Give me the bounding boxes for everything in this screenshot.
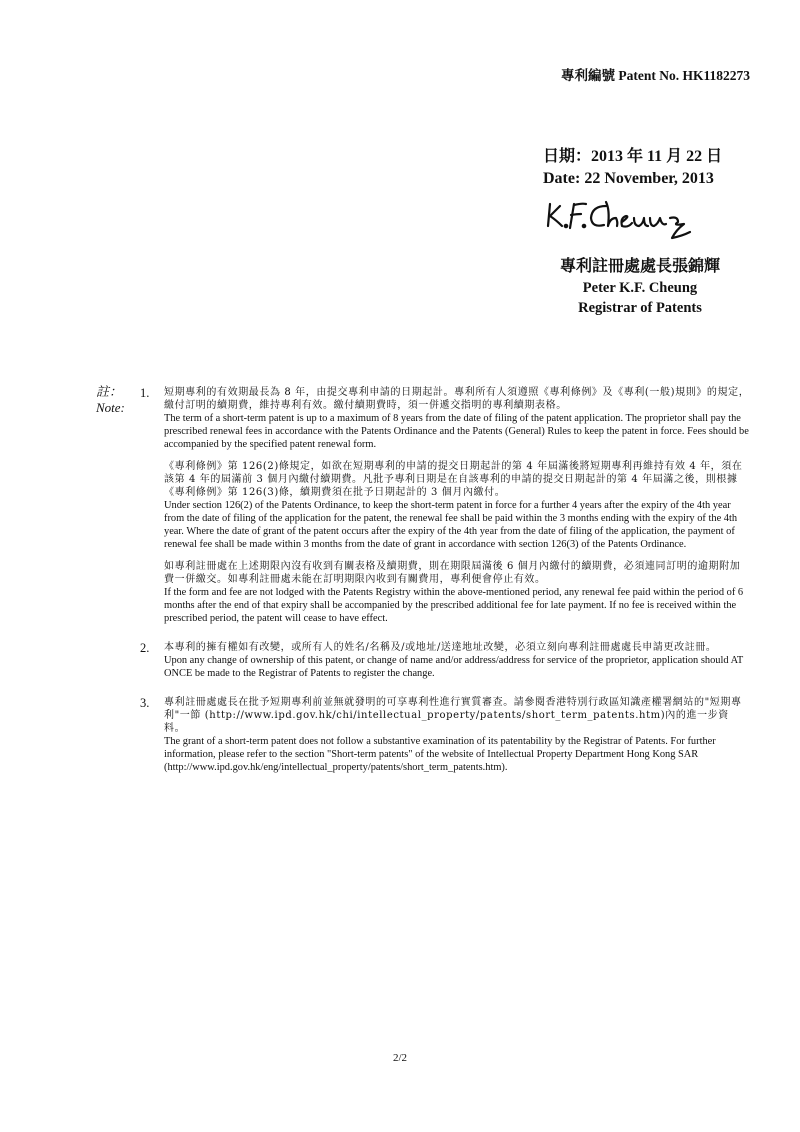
note-paragraph: The grant of a short-term patent does not follow a substantive examination of its patentability by the Registrar of Patents. For further information, please refer to the section "Short-term patents" of the website of Intellectual Property Department Hong Kong SAR (http://www.ipd.gov.hk/eng/intellectual_property/patents/short_term_patents.htm).	[164, 736, 716, 773]
registrar-name: Peter K.F. Cheung	[582, 280, 698, 296]
note-paragraph: Upon any change of ownership of this patent, or change of name and/or address/address for service of the proprietor, application should AT ONCE be made to the Registrar of Patents to register the change.	[164, 655, 744, 679]
registrar-block	[540, 256, 740, 318]
note-item-1	[138, 386, 750, 625]
note-item-3	[138, 696, 750, 774]
page-number: 2/2	[392, 1052, 408, 1064]
patent-number: 專利編號 Patent No. HK1182273	[561, 68, 750, 83]
note-number: 3.	[140, 696, 150, 710]
note-paragraph: If the form and fee are not lodged with the Patents Registry within the above-mentioned period, any renewal fee paid within the period of 6 months after the end of that expiry shall be accompanied by the prescribed additional fee for late payment. If no fee is received within the prescribed period, the patent will cease to have effect.	[164, 587, 744, 624]
registrar-chinese-title: 專利註冊處處長張錦輝	[559, 258, 720, 275]
notes-list	[138, 386, 750, 790]
registrar-signature	[544, 196, 694, 242]
note-label-chinese: 註：	[96, 384, 123, 399]
note-paragraph: 短期專利的有效期最長為 8 年，由提交專利申請的日期起計。專利所有人須遵照《專利條例》及《專利(一般)規則》的規定，繳付訂明的續期費，維持專利有效。繳付續期費時，須一併遞交指明的專利續期表格。	[164, 387, 750, 411]
note-label-english: Note:	[96, 400, 125, 415]
note-paragraph: 專利註冊處處長在批予短期專利前並無就發明的可享專利性進行實質審查。請參閱香港特別行政區知識產權署網站的"短期專利"一節 (http://www.ipd.gov.hk/chi/intellectual_property/patents/short_term_patents.htm)內的進一步資料。	[164, 697, 742, 734]
note-label	[96, 384, 125, 416]
note-paragraph: 如專利註冊處在上述期限內沒有收到有關表格及續期費，則在期限屆滿後 6 個月內繳付的續期費，必須連同訂明的逾期附加費一併繳交。如專利註冊處未能在訂明期限內收到有關費用，專利便會停止有效。	[164, 561, 741, 585]
date-english: Date: 22 November, 2013	[543, 170, 714, 187]
note-item-2	[138, 641, 750, 680]
date-chinese: 日期：2013 年 11 月 22 日	[543, 148, 723, 165]
note-number: 2.	[140, 641, 150, 655]
note-paragraph: Under section 126(2) of the Patents Ordinance, to keep the short-term patent in force for a further 4 years after the expiry of the 4th year from the date of filing of the application for the patent, the renewal fee shall be paid within the 3 months ending with the expiry of the 4th year. Where the date of grant of the patent occurs after the expiry of the 4th year from the date of filing of the application, the payment of renewal fee shall be made within 3 months from the date of grant in accordance with section 126(3) of the Patents Ordinance.	[164, 500, 738, 550]
note-paragraph: 本專利的擁有權如有改變，或所有人的姓名/名稱及/或地址/送達地址改變，必須立刻向專利註冊處處長申請更改註冊。	[164, 642, 717, 653]
date-block	[543, 146, 722, 190]
note-paragraph: The term of a short-term patent is up to a maximum of 8 years from the date of filing of the patent application. The proprietor shall pay the prescribed renewal fees in accordance with the Patents Ordinance and the Patents (General) Rules to keep the patent in force. Fees should be accompanied by the specified patent renewal form.	[164, 413, 749, 450]
note-paragraph: 《專利條例》第 126(2)條規定，如欲在短期專利的申請的提交日期起計的第 4 年屆滿後將短期專利再維持有效 4 年，須在該第 4 年的屆滿前 3 個月內繳付續期費。凡批予專利日期是在自該專利的申請的提交日期起計的第 4 年屆滿之後，則根據《專利條例》第 126(3)條，續期費須在批予日期起計的 3 個月內繳付。	[164, 461, 743, 498]
note-number: 1.	[140, 386, 150, 400]
registrar-title: Registrar of Patents	[578, 300, 702, 316]
